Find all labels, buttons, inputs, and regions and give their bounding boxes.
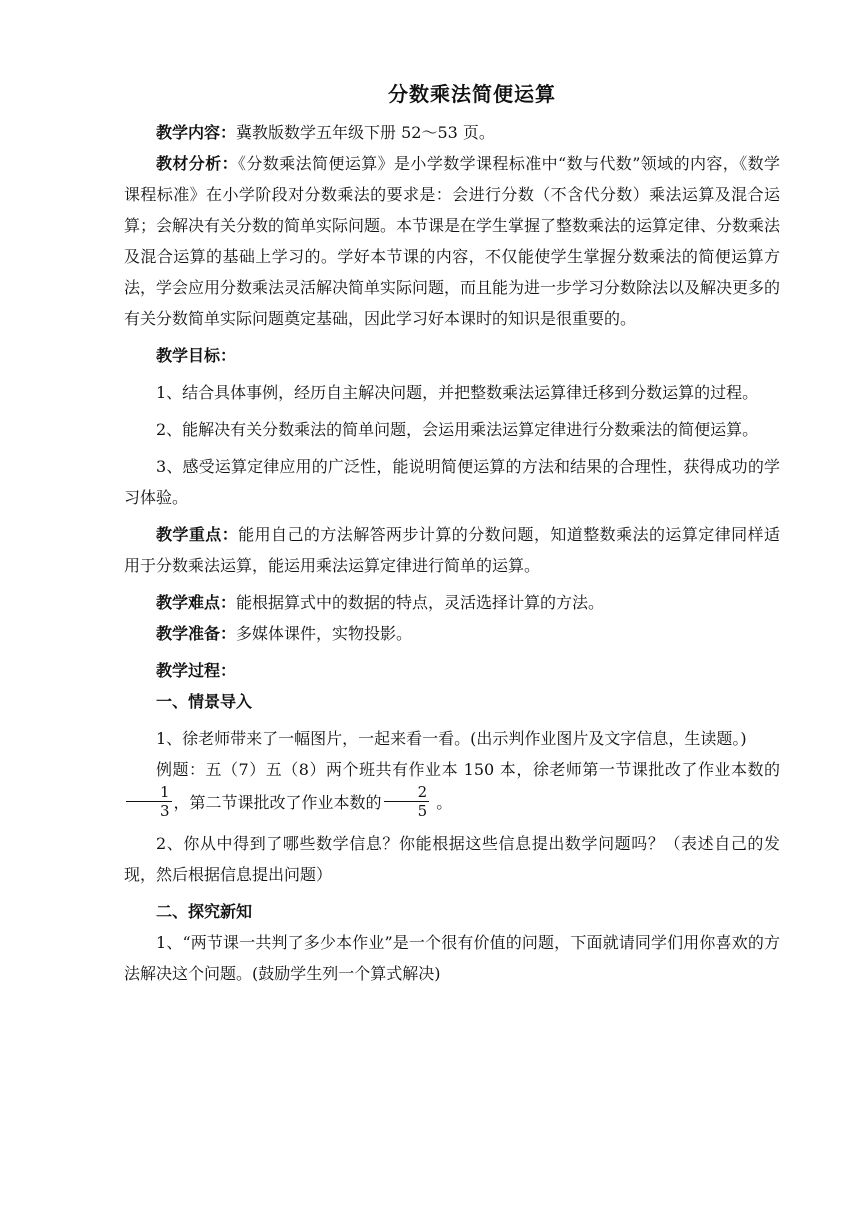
material-analysis [124,148,780,334]
difficulty-text: 能根据算式中的数据的特点，灵活选择计算的方法。 [236,593,605,612]
teaching-content-text: 冀教版数学五年级下册 52～53 页。 [236,123,495,142]
document-title: 分数乘法简便运算 [388,82,556,106]
fraction-two-fifths [384,783,430,820]
goal-item-3: 3、感受运算定律应用的广泛性，能说明简便运算的方法和结果的合理性，获得成功的学习体验。 [124,457,780,507]
example-problem [124,754,780,822]
fraction-denominator: 3 [160,802,170,820]
preparation [124,618,780,649]
material-analysis-label: 教材分析： [156,154,239,173]
document-page [124,78,780,989]
key-point-label: 教学重点： [156,525,239,544]
section1-paragraph-2: 2、你从中得到了哪些数学信息？你能根据这些信息提出数学问题吗？（表述自己的发现，然后根据信息提出问题） [124,834,780,884]
section1-heading: 一、情景导入 [156,692,253,711]
fraction-one-third [126,783,172,820]
goal-item-2: 2、能解决有关分数乘法的简单问题，会运用乘法运算定律进行分数乘法的简便运算。 [156,420,759,439]
example-text-a: 例题：五（7）五（8）两个班共有作业本 150 本，徐老师第一节课批改了作业本数的 [156,760,780,779]
teaching-content-label: 教学内容： [156,123,237,142]
difficulty [124,587,780,618]
section1-paragraph-1: 1、徐老师带来了一幅图片，一起来看一看。(出示判作业图片及文字信息，生读题。) [156,729,747,748]
example-text-c: 。 [431,793,453,812]
teaching-goals-heading: 教学目标： [156,346,237,365]
teaching-content [124,117,780,148]
fraction-numerator: 1 [126,783,172,802]
preparation-label: 教学准备： [156,624,237,643]
fraction-denominator: 5 [417,802,428,820]
preparation-text: 多媒体课件，实物投影。 [236,624,413,643]
fraction-numerator: 2 [384,783,430,802]
difficulty-label: 教学难点： [156,593,237,612]
key-point [124,519,780,581]
key-point-text: 能用自己的方法解答两步计算的分数问题，知道整数乘法的运算定律同样适用于分数乘法运算，能运用乘法运算定律进行简单的运算。 [124,525,780,575]
goal-item-1: 1、结合具体事例，经历自主解决问题，并把整数乘法运算律迁移到分数运算的过程。 [156,383,759,402]
process-heading: 教学过程： [156,661,237,680]
material-analysis-text: 《分数乘法简便运算》是小学数学课程标准中“数与代数”领域的内容，《数学课程标准》在小学阶段对分数乘法的要求是：会进行分数（不含代分数）乘法运算及混合运算；会解决有关分数的简单实际问题。本节课是在学生掌握了整数乘法的运算定律、分数乘法及混合运算的基础上学习的。学好本节课的内容，不仅能使学生掌握分数乘法的简便运算方法，学会应用分数乘法灵活解决简单实际问题，而且能为进一步学习分数除法以及解决更多的有关分数简单实际问题奠定基础，因此学习好本课时的知识是很重要的。 [124,154,781,328]
example-text-b: ，第二节课批改了作业本数的 [173,793,382,812]
section2-paragraph-1: 1、“两节课一共判了多少本作业”是一个很有价值的问题，下面就请同学们用你喜欢的方法解决这个问题。(鼓励学生列一个算式解决) [124,933,780,983]
section2-heading: 二、探究新知 [156,902,253,921]
